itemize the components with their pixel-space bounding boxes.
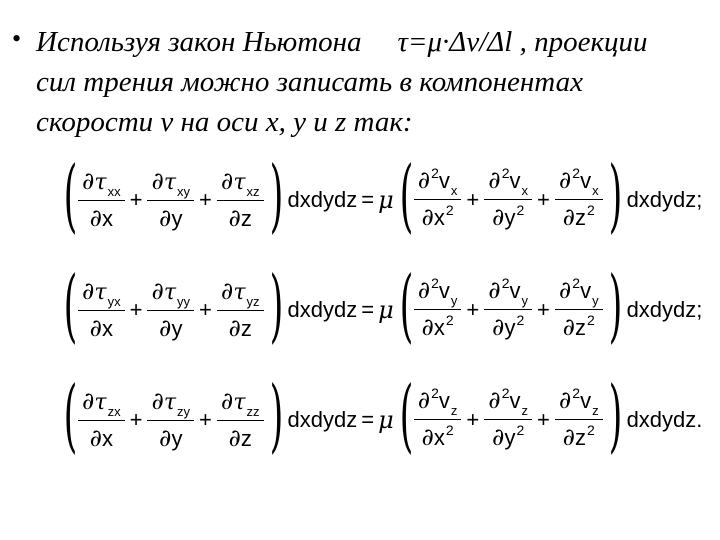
- right-paren: ): [608, 369, 622, 463]
- second-derivative-denominator: [417, 200, 457, 235]
- left-paren: (: [399, 259, 414, 353]
- power-two: 2: [431, 164, 439, 181]
- second-derivative: [484, 165, 532, 236]
- equation-row-2: [60, 259, 703, 353]
- partial-symbol: ∂: [488, 165, 501, 194]
- partial-symbol: ∂: [220, 276, 234, 305]
- second-derivative: [414, 275, 462, 346]
- viscosity-mu: μ: [378, 406, 394, 434]
- velocity-subscript: z: [592, 402, 599, 418]
- stress-derivative-numerator: [217, 386, 264, 420]
- partial-symbol: ∂: [417, 165, 431, 194]
- partial-symbol: ∂: [220, 386, 234, 415]
- stress-derivative: [147, 386, 194, 455]
- velocity-subscript: z: [521, 402, 528, 418]
- left-paren: (: [399, 149, 414, 243]
- axis-variable: x: [433, 315, 445, 341]
- partial-symbol: ∂: [228, 204, 241, 233]
- tau-symbol: τ: [94, 279, 107, 305]
- velocity-symbol: v: [438, 387, 450, 413]
- power-two: 2: [572, 164, 581, 181]
- partial-symbol: ∂: [562, 203, 576, 232]
- plus-sign: +: [129, 297, 143, 322]
- right-paren: ): [269, 369, 283, 463]
- second-derivative-numerator: [555, 385, 603, 419]
- tau-symbol: τ: [233, 279, 246, 305]
- partial-symbol: ∂: [562, 313, 576, 342]
- partial-symbol: ∂: [558, 165, 572, 194]
- intro-line-2: сил трения можно записать в компонентах: [36, 66, 583, 98]
- axis-variable: y: [504, 205, 516, 231]
- velocity-symbol: v: [509, 167, 521, 193]
- partial-symbol: ∂: [492, 313, 505, 342]
- velocity-subscript: y: [450, 292, 458, 308]
- tau-subscript: yy: [177, 293, 191, 309]
- power-two: 2: [445, 312, 454, 329]
- stress-derivative-numerator: [217, 166, 264, 200]
- tau-subscript: yx: [107, 293, 121, 309]
- viscosity-mu: μ: [378, 186, 394, 214]
- plus-sign: +: [199, 297, 212, 322]
- tau-subscript: xz: [246, 183, 260, 199]
- axis-variable: x: [102, 426, 113, 452]
- second-derivative-denominator: [488, 420, 528, 455]
- axis-variable: x: [102, 206, 113, 232]
- axis-variable: z: [240, 426, 252, 452]
- velocity-symbol: v: [580, 277, 592, 303]
- left-paren: (: [63, 259, 78, 353]
- power-two: 2: [572, 274, 581, 291]
- velocity-symbol: v: [438, 167, 450, 193]
- power-two: 2: [501, 164, 510, 181]
- partial-symbol: ∂: [89, 314, 102, 343]
- second-derivative-denominator: [559, 310, 599, 345]
- partial-symbol: ∂: [558, 385, 572, 414]
- second-derivative: [414, 385, 462, 456]
- axis-variable: x: [433, 205, 445, 231]
- tau-symbol: τ: [163, 389, 177, 415]
- tau-subscript: xx: [107, 183, 121, 199]
- power-two: 2: [445, 202, 454, 219]
- axis-variable: z: [575, 315, 587, 341]
- stress-derivative: [147, 166, 194, 235]
- tau-symbol: τ: [94, 389, 107, 415]
- stress-derivative-numerator: [78, 166, 125, 200]
- volume-element-end: dxdydz;: [626, 187, 703, 212]
- partial-symbol: ∂: [220, 166, 234, 195]
- plus-sign: +: [129, 407, 143, 432]
- stress-derivative: [78, 166, 125, 235]
- second-derivative-numerator: [484, 165, 532, 199]
- stress-derivative: [217, 276, 264, 345]
- partial-symbol: ∂: [558, 275, 572, 304]
- tau-symbol: τ: [163, 279, 177, 305]
- second-derivative-numerator: [484, 385, 532, 419]
- tau-subscript: zz: [246, 403, 260, 419]
- power-two: 2: [587, 312, 595, 329]
- tau-subscript: yz: [246, 293, 260, 309]
- equations-block: [60, 149, 703, 463]
- partial-symbol: ∂: [82, 386, 95, 415]
- second-derivative: [484, 385, 532, 456]
- tau-symbol: τ: [233, 389, 246, 415]
- velocity-subscript: x: [450, 182, 458, 198]
- stress-derivative-numerator: [147, 386, 194, 420]
- partial-symbol: ∂: [89, 204, 102, 233]
- velocity-subscript: x: [592, 182, 599, 198]
- power-two: 2: [587, 202, 595, 219]
- stress-derivative: [78, 276, 125, 345]
- tau-symbol: τ: [94, 169, 107, 195]
- power-two: 2: [587, 422, 595, 439]
- partial-symbol: ∂: [82, 276, 95, 305]
- axis-variable: z: [240, 316, 252, 342]
- stress-derivative-numerator: [147, 166, 194, 200]
- velocity-symbol: v: [509, 387, 521, 413]
- power-two: 2: [516, 312, 525, 329]
- left-paren: (: [63, 369, 78, 463]
- right-paren: ): [608, 149, 622, 243]
- left-paren: (: [63, 149, 78, 243]
- tau-symbol: τ: [233, 169, 246, 195]
- power-two: 2: [516, 202, 525, 219]
- plus-sign: +: [466, 297, 480, 322]
- intro-line-3: скорости v на оси x, y и z так:: [36, 106, 413, 138]
- left-paren: (: [399, 369, 414, 463]
- second-derivative-denominator: [417, 310, 457, 345]
- partial-symbol: ∂: [228, 424, 241, 453]
- power-two: 2: [516, 422, 525, 439]
- velocity-subscript: y: [592, 292, 599, 308]
- power-two: 2: [501, 274, 510, 291]
- axis-variable: y: [171, 316, 183, 342]
- stress-derivative: [78, 386, 125, 455]
- power-two: 2: [445, 422, 454, 439]
- axis-variable: x: [433, 425, 445, 451]
- axis-variable: z: [240, 206, 252, 232]
- equation-row-3: [60, 369, 703, 463]
- partial-symbol: ∂: [159, 424, 172, 453]
- intro-line-1-tail: , проекции: [519, 26, 648, 58]
- partial-symbol: ∂: [421, 423, 434, 452]
- power-two: 2: [572, 384, 581, 401]
- axis-variable: x: [102, 316, 113, 342]
- right-paren: ): [608, 259, 622, 353]
- power-two: 2: [431, 274, 439, 291]
- second-derivative: [555, 385, 603, 456]
- second-derivative-numerator: [414, 165, 462, 199]
- velocity-subscript: z: [450, 402, 458, 418]
- axis-variable: z: [575, 205, 587, 231]
- partial-symbol: ∂: [417, 275, 431, 304]
- second-derivative-denominator: [488, 310, 528, 345]
- partial-symbol: ∂: [89, 424, 102, 453]
- second-derivative-numerator: [414, 385, 462, 419]
- plus-sign: +: [536, 407, 550, 432]
- partial-symbol: ∂: [82, 166, 95, 195]
- equation-row-1: [60, 149, 703, 243]
- plus-sign: +: [536, 187, 550, 212]
- partial-symbol: ∂: [488, 275, 501, 304]
- second-derivative: [414, 165, 462, 236]
- stress-derivative-numerator: [78, 276, 125, 310]
- tau-subscript: zy: [177, 403, 191, 419]
- volume-element: dxdydz: [287, 187, 358, 212]
- velocity-symbol: v: [438, 277, 450, 303]
- second-derivative: [555, 165, 603, 236]
- partial-symbol: ∂: [421, 313, 434, 342]
- equals-sign: =: [361, 407, 375, 432]
- velocity-symbol: v: [580, 387, 592, 413]
- plus-sign: +: [466, 407, 480, 432]
- tau-subscript: xy: [177, 183, 191, 199]
- second-derivative-numerator: [555, 275, 603, 309]
- equals-sign: =: [361, 187, 375, 212]
- second-derivative-denominator: [559, 200, 599, 235]
- partial-symbol: ∂: [421, 203, 434, 232]
- velocity-symbol: v: [580, 167, 592, 193]
- stress-derivative: [217, 386, 264, 455]
- partial-symbol: ∂: [492, 423, 505, 452]
- second-derivative-denominator: [488, 200, 528, 235]
- intro-line-1-text: Используя закон Ньютона: [36, 26, 362, 58]
- intro-paragraph: [36, 22, 716, 142]
- stress-derivative: [147, 276, 194, 345]
- second-derivative-numerator: [555, 165, 603, 199]
- axis-variable: y: [171, 206, 183, 232]
- plus-sign: +: [129, 187, 143, 212]
- tau-subscript: zx: [107, 403, 121, 419]
- second-derivative: [484, 275, 532, 346]
- partial-symbol: ∂: [151, 386, 164, 415]
- velocity-subscript: y: [521, 292, 528, 308]
- volume-element: dxdydz: [287, 297, 358, 322]
- axis-variable: y: [171, 426, 183, 452]
- equals-sign: =: [361, 297, 375, 322]
- right-paren: ): [269, 149, 283, 243]
- partial-symbol: ∂: [159, 314, 172, 343]
- stress-derivative-numerator: [147, 276, 194, 310]
- plus-sign: +: [536, 297, 550, 322]
- bullet-marker: •: [12, 24, 22, 53]
- volume-element: dxdydz: [287, 407, 358, 432]
- tau-symbol: τ: [163, 169, 177, 195]
- power-two: 2: [431, 384, 439, 401]
- partial-symbol: ∂: [417, 385, 431, 414]
- power-two: 2: [501, 384, 510, 401]
- volume-element-end: dxdydz;: [626, 297, 703, 322]
- partial-symbol: ∂: [151, 166, 164, 195]
- partial-symbol: ∂: [228, 314, 241, 343]
- second-derivative-numerator: [484, 275, 532, 309]
- volume-element-end: dxdydz.: [626, 407, 703, 432]
- axis-variable: y: [504, 315, 516, 341]
- partial-symbol: ∂: [492, 203, 505, 232]
- axis-variable: y: [504, 425, 516, 451]
- velocity-symbol: v: [509, 277, 521, 303]
- plus-sign: +: [466, 187, 480, 212]
- partial-symbol: ∂: [562, 423, 576, 452]
- plus-sign: +: [199, 407, 212, 432]
- second-derivative-denominator: [559, 420, 599, 455]
- plus-sign: +: [199, 187, 212, 212]
- second-derivative-denominator: [417, 420, 457, 455]
- partial-symbol: ∂: [488, 385, 501, 414]
- second-derivative: [555, 275, 603, 346]
- partial-symbol: ∂: [159, 204, 172, 233]
- right-paren: ): [269, 259, 283, 353]
- axis-variable: z: [575, 425, 587, 451]
- viscosity-mu: μ: [378, 296, 394, 324]
- stress-derivative: [217, 166, 264, 235]
- partial-symbol: ∂: [151, 276, 164, 305]
- newton-law-formula: τ=μ·Δv/Δl: [397, 26, 513, 58]
- stress-derivative-numerator: [217, 276, 264, 310]
- velocity-subscript: x: [521, 182, 528, 198]
- intro-line-1: [36, 22, 716, 62]
- second-derivative-numerator: [414, 275, 462, 309]
- stress-derivative-numerator: [78, 386, 125, 420]
